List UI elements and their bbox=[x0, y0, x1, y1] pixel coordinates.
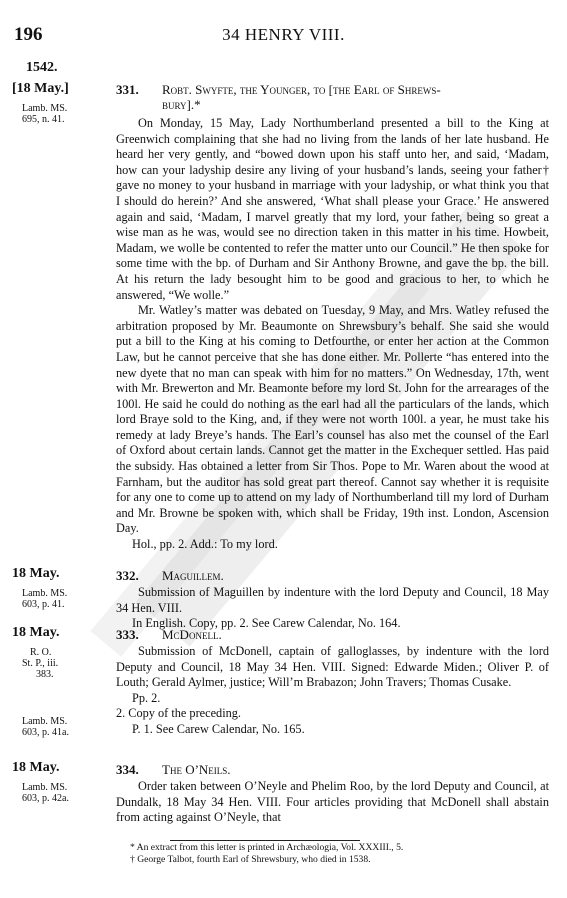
source-ref: R. O. bbox=[30, 647, 52, 658]
entry-title: McDonell. bbox=[162, 627, 222, 642]
footnote: * An extract from this letter is printed in Archæologia, Vol. XXXIII., 5. bbox=[130, 842, 404, 853]
entry-number: 331. bbox=[116, 82, 139, 97]
source-ref: St. P., iii. bbox=[22, 658, 59, 669]
margin-note bbox=[12, 710, 107, 738]
paragraph: Submission of McDonell, captain of galloglasses, by indenture with the lord Deputy and Council, 18 May 34 Hen. VIII. Signed: Edwarde Miden.; Oliver P. of Louth; Gerald Aylmer, justice; Will’m Brabazon; John Travers; Thomas Cusake. bbox=[116, 644, 549, 690]
entry-title: Robt. Swyfte, the Younger, to [the Earl of Shrews- bbox=[162, 82, 441, 97]
entry-number: 333. bbox=[116, 627, 139, 642]
entry-body bbox=[116, 585, 549, 632]
footnotes bbox=[130, 842, 549, 865]
paragraph: Mr. Watley’s matter was debated on Tuesday, 9 May, and Mrs. Watley refused the arbitration proposed by Mr. Beaumonte on Shrewsbury’s behalf. She said she would put a bill to the King at his coming to Detfourthe, or enter her action at the Common Law, but he cannot perceive that she has done either. Mr. Pollerte “has entered into the new dyete that no man can speak with him for no matters.” On Wednesday, 17th, went with Mr. Brewerton and Mr. Beamonte before my lord St. John for the arrearages of the 100l. He said he could do nothing as the earl had all the particulars of the lands, which lord Braye sold to the King, and, if they were not worth 100l. a year, he must take his remedy at lady Breye’s hands. The Earl’s counsel has also met the counsel of the Earl of Oxford about certain lands. Cannot get the matter in the Exchequer settled. Has paid the subsidy. Has obtained a letter from Sir Thos. Pope to Mr. Waren about the wood at Farnham, but the auditor has sold great part thereof. Cannot say whether it is requisite for any one to come up to attend on my lady of Northumberland till my lord of Durham and Mr. Browne be spoken with, which shall be Friday, 19th inst. London, Ascension Day. bbox=[116, 303, 549, 536]
paragraph: Order taken between O’Neyle and Phelim Roo, by the lord Deputy and Council, at Dundalk, 18 May 34 Hen. VIII. Four articles providing that McDonell shall abstain from acting against O’Neyle, that bbox=[116, 779, 549, 825]
entry-heading bbox=[116, 762, 549, 777]
entry-heading bbox=[116, 82, 549, 112]
entry-body bbox=[116, 779, 549, 826]
entry-number: 334. bbox=[116, 762, 139, 777]
entry-heading bbox=[116, 627, 549, 642]
entry-note: Pp. 2. bbox=[132, 690, 161, 705]
entry-date: 18 May. bbox=[12, 625, 60, 640]
entry-title: Maguillem. bbox=[162, 568, 224, 583]
entry-title: The O’Neils. bbox=[162, 762, 231, 777]
entry-number: 332. bbox=[116, 568, 139, 583]
source-ref: Lamb. MS. bbox=[22, 716, 68, 727]
paragraph: On Monday, 15 May, Lady Northumberland presented a bill to the King at Greenwich complaining that she had no living from the lands of her late husband. He heard her very gently, and “bowed down upon his staff unto her, and said, ‘Madam, how can your ladyship desire any living of your husband’s lands, seeing your father† gave no money to your husband in marriage with your ladyship, or what think you that I should do herein?’ And she answered, ‘What shall please your Grace.’ He answered again and said, ‘Madam, I marvel greatly that my lord, your father, being so great a wise man as he was, would see no direction taken in this matter in his time. Howbeit, Madam, we wolle be contented to refer the matter unto our Council.” He then spoke for some time with the bp. of Durham and Sir Anthony Browne, and gave the bp. the bill. At his return the lady besought him to be good and gracious to her, to which he answered, “We wolle.” bbox=[116, 116, 549, 302]
paragraph: Submission of Maguillen by indenture with the lord Deputy and Council, 18 May 34 Hen. VIII. bbox=[116, 585, 549, 615]
source-ref: 383. bbox=[36, 669, 54, 680]
entry-sub-item: P. 1. See Carew Calendar, No. 165. bbox=[132, 721, 305, 736]
source-ref: Lamb. MS. bbox=[22, 782, 68, 793]
source-ref: 603, p. 41. bbox=[22, 599, 65, 610]
margin-note bbox=[12, 760, 107, 804]
entry-heading bbox=[116, 568, 549, 583]
entry-note: In English. Copy, pp. 2. See Carew Calendar, No. 164. bbox=[132, 616, 401, 631]
source-ref: Lamb. MS. bbox=[22, 588, 68, 599]
footnote-rule bbox=[170, 840, 360, 841]
source-ref: Lamb. MS. bbox=[22, 103, 68, 114]
entry-note: Hol., pp. 2. Add.: To my lord. bbox=[132, 537, 278, 552]
entry-title-cont: bury].* bbox=[162, 97, 201, 112]
margin-note bbox=[12, 81, 107, 125]
footnote: † George Talbot, fourth Earl of Shrewsbury, who died in 1538. bbox=[130, 853, 371, 865]
year-heading: 1542. bbox=[26, 60, 58, 75]
running-head: 34 HENRY VIII. bbox=[222, 25, 345, 44]
page-number: 196 bbox=[14, 24, 43, 45]
entry-date: 18 May. bbox=[12, 566, 60, 581]
source-ref: 695, n. 41. bbox=[22, 114, 65, 125]
page-header bbox=[14, 24, 553, 46]
source-ref: 603, p. 41a. bbox=[22, 727, 69, 738]
entry-date: [18 May.] bbox=[12, 81, 69, 96]
entry-body bbox=[116, 644, 549, 738]
entry-date: 18 May. bbox=[12, 760, 60, 775]
entry-sub-item: 2. Copy of the preceding. bbox=[116, 706, 241, 721]
margin-note bbox=[12, 566, 107, 610]
source-ref: 603, p. 42a. bbox=[22, 793, 69, 804]
margin-note bbox=[12, 625, 107, 680]
entry-body bbox=[116, 116, 549, 553]
